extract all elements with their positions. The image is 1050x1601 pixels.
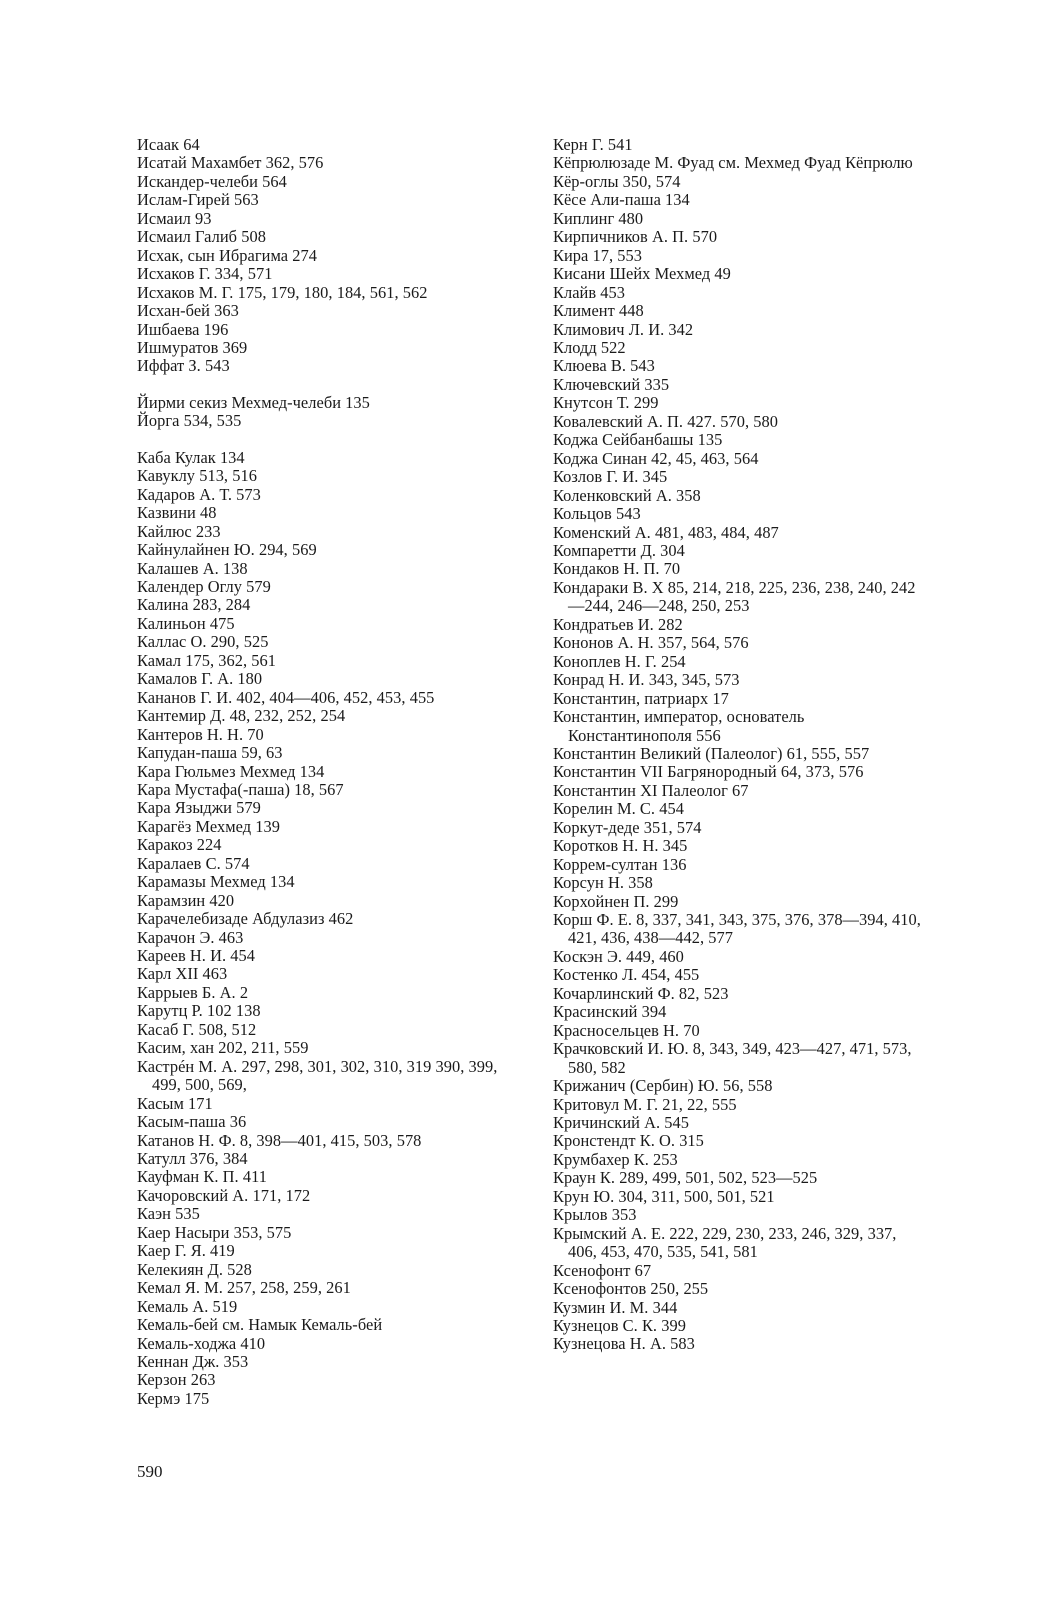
- index-entry: Константин, патриарх 17: [553, 688, 729, 708]
- index-entry: Исхак, сын Ибрагима 274: [137, 245, 317, 265]
- index-entry: Кольцов 543: [553, 504, 641, 524]
- index-entry: Карачон Э. 463: [137, 927, 244, 947]
- index-group: [137, 136, 529, 376]
- index-entry: Каракоз 224: [137, 835, 222, 855]
- index-entry: Крун Ю. 304, 311, 500, 501, 521: [553, 1186, 775, 1206]
- index-entry: Ключевский 335: [553, 374, 670, 394]
- index-entry: Келекиян Д. 528: [137, 1259, 252, 1279]
- index-entry: Константин XI Палеолог 67: [553, 780, 749, 800]
- index-entry: Ксенофонтов 250, 255: [553, 1279, 709, 1299]
- index-entry: Карамазы Мехмед 134: [137, 872, 295, 892]
- index-entry: Кисани Шейх Мехмед 49: [553, 264, 731, 284]
- index-entry: Кантемир Д. 48, 232, 252, 254: [137, 706, 346, 726]
- index-entry: Кемаль-ходжа 410: [137, 1333, 266, 1353]
- index-entry: Кемал Я. М. 257, 258, 259, 261: [137, 1278, 351, 1298]
- index-entry: Критовул М. Г. 21, 22, 555: [553, 1094, 737, 1114]
- index-entry: Кононов А. Н. 357, 564, 576: [553, 633, 749, 653]
- index-entry: Крумбахер К. 253: [553, 1149, 678, 1169]
- index-entry: Керн Г. 541: [553, 135, 633, 154]
- index-entry: Козлов Г. И. 345: [553, 467, 668, 487]
- index-entry: Клодд 522: [553, 337, 626, 357]
- index-entry: Карл XII 463: [137, 964, 228, 984]
- index-entry: Кондаков Н. П. 70: [553, 559, 681, 579]
- index-entry: Кадаров А. Т. 573: [137, 484, 261, 504]
- index-entry: Климович Л. И. 342: [553, 319, 694, 339]
- index-entry: Кермэ 175: [137, 1388, 210, 1408]
- index-entry: Кочарлинский Ф. 82, 523: [553, 983, 729, 1003]
- index-entry: Костенко Л. 454, 455: [553, 965, 700, 985]
- index-entry: Калашев А. 138: [137, 558, 248, 578]
- index-entry: Красинский 394: [553, 1002, 667, 1022]
- index-entry: Исмаил 93: [137, 208, 212, 228]
- index-entry: Касим, хан 202, 211, 559: [137, 1038, 309, 1058]
- index-entry: Корш Ф. Е. 8, 337, 341, 343, 375, 376, 378—394, 410, 421, 436, 438—442, 577: [553, 910, 921, 948]
- index-entry: Кантеров Н. Н. 70: [137, 724, 264, 744]
- index-entry: Катанов Н. Ф. 8, 398—401, 415, 503, 578: [137, 1130, 422, 1150]
- index-entry: Ислам-Гирей 563: [137, 190, 259, 210]
- index-entry: Коджа Сейбанбашы 135: [553, 430, 723, 450]
- index-entry: Каррыев Б. А. 2: [137, 982, 249, 1002]
- index-entry: Карагёз Мехмед 139: [137, 816, 280, 836]
- index-entry: Исаак 64: [137, 135, 200, 154]
- index-entry: Корсун Н. 358: [553, 873, 653, 893]
- index-entry: Кёсе Али-паша 134: [553, 190, 690, 210]
- index-entry: Кеннан Дж. 353: [137, 1352, 249, 1371]
- index-entry: Кауфман К. П. 411: [137, 1167, 267, 1187]
- index-entry: Кайлюс 233: [137, 521, 221, 541]
- index-entry: Корелин М. С. 454: [553, 799, 684, 819]
- index-entry: Климент 448: [553, 301, 644, 321]
- index-entry: Кемаль-бей см. Намык Кемаль-бей: [137, 1315, 383, 1335]
- index-entry: Исхаков Г. 334, 571: [137, 264, 273, 284]
- index-entry: Кондратьев И. 282: [553, 614, 683, 634]
- index-entry: Компаретти Д. 304: [553, 540, 685, 560]
- index-entry: Красносельцев Н. 70: [553, 1020, 700, 1040]
- index-entry: Кананов Г. И. 402, 404—406, 452, 453, 455: [137, 687, 435, 707]
- index-entry: Крижанич (Сербин) Ю. 56, 558: [553, 1076, 773, 1096]
- index-entry: Качоровский А. 171, 172: [137, 1185, 311, 1205]
- index-entry: Карутц Р. 102 138: [137, 1001, 261, 1021]
- index-entry: Йирми секиз Мехмед-челеби 135: [137, 392, 370, 412]
- index-entry: Константин, император, основатель Константинополя 556: [553, 707, 805, 745]
- index-entry: Кемаль А. 519: [137, 1296, 238, 1316]
- index-entry: Крымский А. Е. 222, 229, 230, 233, 246, 329, 337, 406, 453, 470, 535, 541, 581: [553, 1223, 897, 1262]
- index-entry: Каэн 535: [137, 1204, 200, 1224]
- index-entry: Коноплев Н. Г. 254: [553, 651, 686, 671]
- index-entry: Коджа Синан 42, 45, 463, 564: [553, 448, 759, 468]
- page-number: 590: [137, 1462, 163, 1481]
- index-group: [553, 136, 925, 1354]
- index-entry: Крылов 353: [553, 1205, 637, 1225]
- index-entry: Касаб Г. 508, 512: [137, 1019, 257, 1039]
- index-entry: Конрад Н. И. 343, 345, 573: [553, 670, 740, 690]
- index-entry: Керзон 263: [137, 1370, 216, 1390]
- index-entry: Казвини 48: [137, 503, 217, 523]
- index-entry: Калиньон 475: [137, 613, 235, 633]
- index-entry: Касым 171: [137, 1093, 213, 1113]
- index-entry: Кавуклу 513, 516: [137, 466, 257, 486]
- index-entry: Катулл 376, 384: [137, 1149, 248, 1169]
- index-column-right: [553, 136, 925, 1354]
- index-entry: Йорга 534, 535: [137, 411, 242, 431]
- index-entry: Кирпичников А. П. 570: [553, 227, 718, 247]
- index-entry: Исмаил Галиб 508: [137, 227, 266, 247]
- index-entry: Кондараки В. Х 85, 214, 218, 225, 236, 238, 240, 242—244, 246—248, 250, 253: [553, 577, 916, 616]
- index-entry: Крачковский И. Ю. 8, 343, 349, 423—427, 471, 573, 580, 582: [553, 1039, 912, 1077]
- index-entry: Каллас О. 290, 525: [137, 632, 269, 652]
- index-entry: Иффат З. 543: [137, 356, 230, 376]
- index-entry: Каба Кулак 134: [137, 447, 245, 467]
- index-entry: Коскэн Э. 449, 460: [553, 946, 684, 966]
- index-entry: Исатай Махамбет 362, 576: [137, 153, 324, 173]
- index-entry: Камал 175, 362, 561: [137, 650, 277, 670]
- index-entry: Каер Насыри 353, 575: [137, 1222, 292, 1242]
- index-entry: Касым-паша 36: [137, 1112, 247, 1132]
- index-entry: Ксенофонт 67: [553, 1260, 652, 1280]
- index-entry: Кронстендт К. О. 315: [553, 1131, 704, 1151]
- index-entry: Исхан-бей 363: [137, 301, 239, 321]
- index-entry: Краун К. 289, 499, 501, 502, 523—525: [553, 1168, 818, 1188]
- index-entry: Коркут-деде 351, 574: [553, 817, 702, 837]
- index-entry: Искандер-челеби 564: [137, 171, 287, 191]
- index-entry: Кареев Н. И. 454: [137, 946, 256, 966]
- index-entry: Коленковский А. 358: [553, 485, 701, 505]
- index-entry: Коррем-султан 136: [553, 854, 687, 874]
- index-entry: Киплинг 480: [553, 208, 644, 228]
- index-entry: Клайв 453: [553, 282, 626, 302]
- index-entry: Клюева В. 543: [553, 356, 655, 376]
- index-entry: Ковалевский А. П. 427. 570, 580: [553, 411, 778, 431]
- index-entry: Кайнулайнен Ю. 294, 569: [137, 540, 317, 560]
- index-entry: Кёр-оглы 350, 574: [553, 171, 681, 191]
- index-group: [137, 394, 529, 431]
- index-entry: Калина 283, 284: [137, 595, 251, 615]
- index-entry: Календер Оглу 579: [137, 576, 271, 596]
- index-entry: Корхойнен П. 299: [553, 891, 679, 911]
- index-column-left: [137, 136, 529, 1408]
- index-entry: Кёпрюлюзаде М. Фуад см. Мехмед Фуад Кёпрюлю: [553, 153, 913, 173]
- index-entry: Коротков Н. Н. 345: [553, 836, 688, 856]
- index-entry: Кнутсон Т. 299: [553, 393, 659, 413]
- index-entry: Константин VII Багрянородный 64, 373, 576: [553, 762, 864, 782]
- index-entry: Кузмин И. М. 344: [553, 1297, 678, 1317]
- index-entry: Кузнецова Н. А. 583: [553, 1334, 695, 1354]
- index-entry: Карамзин 420: [137, 890, 235, 910]
- index-entry: Кара Мустафа(-паша) 18, 567: [137, 779, 344, 799]
- index-entry: Карачелебизаде Абдулазиз 462: [137, 909, 354, 929]
- index-entry: Кузнецов С. К. 399: [553, 1316, 686, 1335]
- index-entry: Каралаев С. 574: [137, 853, 250, 873]
- index-entry: Камалов Г. А. 180: [137, 669, 263, 689]
- index-entry: Ишмуратов 369: [137, 337, 248, 357]
- index-entry: Кара Гюльмез Мехмед 134: [137, 761, 325, 781]
- index-entry: Капудан-паша 59, 63: [137, 743, 283, 763]
- index-entry: Ишбаева 196: [137, 319, 229, 339]
- index-entry: Кара Языджи 579: [137, 798, 261, 818]
- index-group: [137, 449, 529, 1409]
- index-entry: Константин Великий (Палеолог) 61, 555, 557: [553, 743, 870, 763]
- index-entry: Коменский А. 481, 483, 484, 487: [553, 522, 779, 542]
- index-entry: Кричинский А. 545: [553, 1113, 690, 1133]
- index-entry: Кира 17, 553: [553, 245, 643, 265]
- index-entry: Каер Г. Я. 419: [137, 1241, 235, 1261]
- index-entry: Исхаков М. Г. 175, 179, 180, 184, 561, 562: [137, 282, 428, 302]
- index-entry: Кастрéн М. А. 297, 298, 301, 302, 310, 319 390, 399, 499, 500, 569,: [137, 1056, 498, 1095]
